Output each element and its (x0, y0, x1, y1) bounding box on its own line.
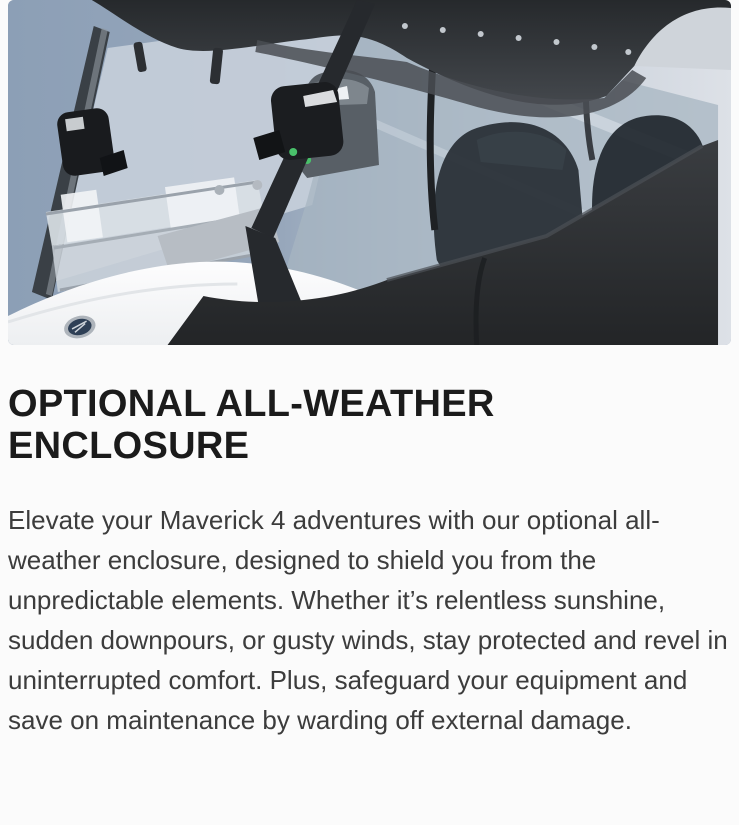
golf-cart-enclosure-illustration (8, 0, 731, 345)
product-photo (8, 0, 731, 345)
section-paragraph: Elevate your Maverick 4 adventures with our optional all-weather enclosure, designed to shield you from the unpredictable elements. Whether it’s relentless sunshine, sudden downpours, or gusty winds, stay protected and revel in uninterrupted comfort. Plus, safeguard your equipment and save on maintenance by warding off external damage. (8, 505, 728, 735)
section-heading: OPTIONAL ALL-WEATHER ENCLOSURE (8, 383, 495, 467)
